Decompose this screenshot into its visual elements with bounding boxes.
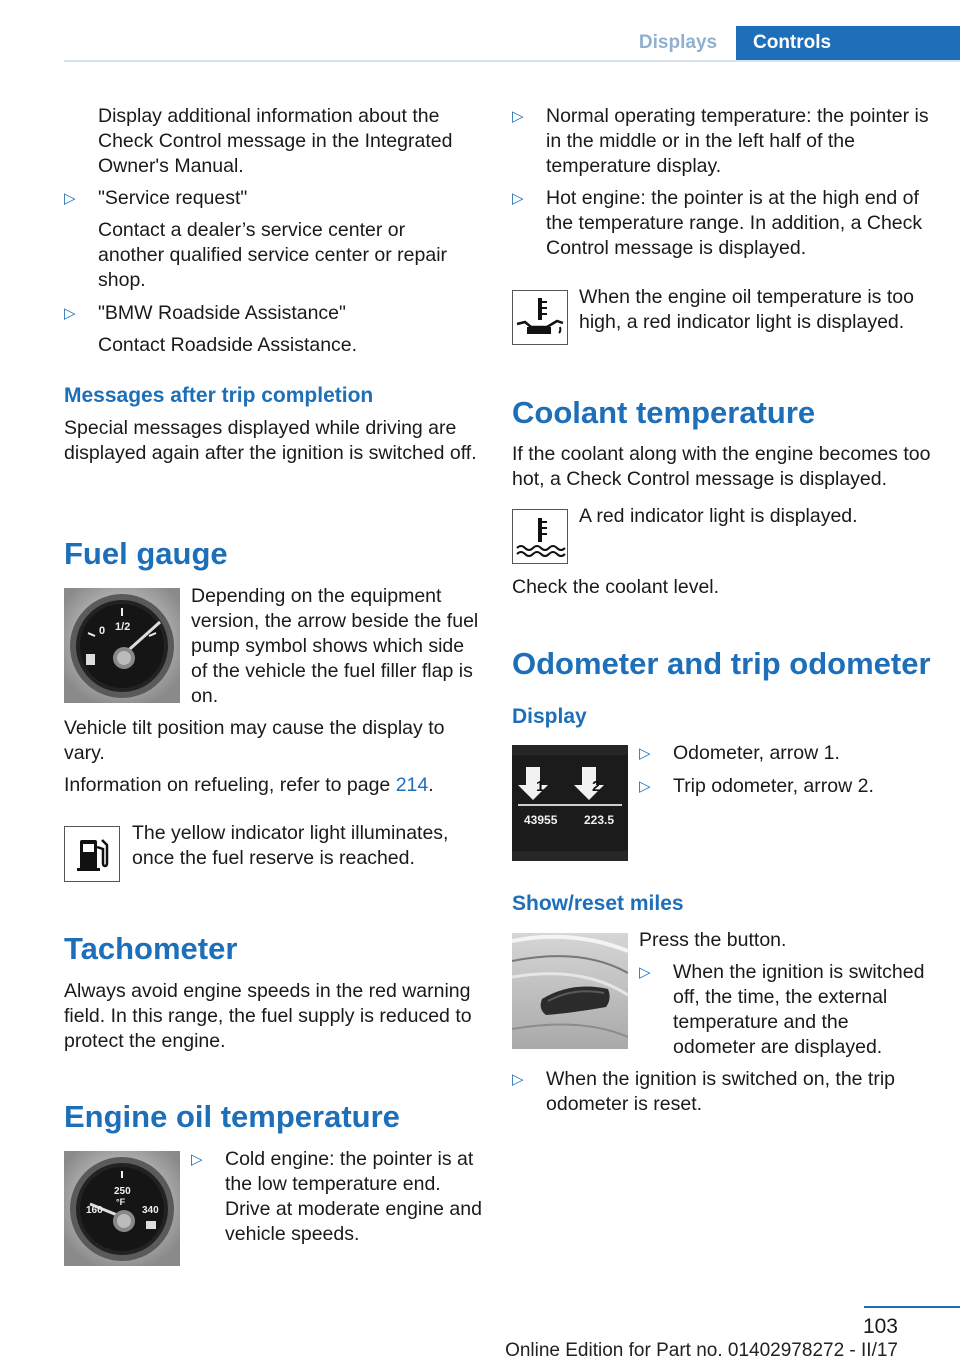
odo-arrow-1-label: 1 xyxy=(536,778,545,795)
page-number: 103 xyxy=(862,1315,898,1338)
ignition-on-bullet: When the ignition is switched on, the trip odometer is reset. xyxy=(546,1068,896,1115)
oil-gauge-label-low: 160 xyxy=(86,1205,103,1216)
reset-button-image xyxy=(512,933,628,1049)
coolant-heading: Coolant temperature xyxy=(512,395,816,430)
fuel-heading: Fuel gauge xyxy=(64,536,228,571)
odometer-display-image xyxy=(512,745,628,861)
tilt-text: Vehicle tilt position may cause the display to vary. xyxy=(64,717,445,764)
refuel-text xyxy=(64,773,478,798)
odo-arrow-2-label: 2 xyxy=(592,778,601,795)
tab-controls[interactable]: Controls xyxy=(736,26,960,62)
oil-bullet: Cold engine: the pointer is at the low temperature end. Drive at moderate engine and vehicle speeds. xyxy=(225,1148,482,1245)
oil-gauge-label-high: 340 xyxy=(142,1205,159,1216)
ignition-off-bullet: When the ignition is switched off, the time, the external temperature and the odometer are displayed. xyxy=(673,961,925,1058)
refuel-suffix: . xyxy=(428,774,434,796)
coolant-text: If the coolant along with the engine becomes too hot, a Check Control message is displayed. xyxy=(512,443,931,490)
footer-rule xyxy=(864,1306,960,1308)
bullet-marker: ▷ xyxy=(512,190,524,207)
refuel-prefix: Information on refueling, refer to page xyxy=(64,774,396,796)
trip-value: 223.5 xyxy=(584,813,615,827)
fuel-indicator-text: The yellow indicator light illuminates, once the fuel reserve is reached. xyxy=(132,822,449,869)
bullet-body: Contact Roadside Assistance. xyxy=(98,334,358,356)
coolant-temperature-icon xyxy=(512,509,568,564)
tach-heading: Tachometer xyxy=(64,931,238,966)
reset-heading: Show/reset miles xyxy=(512,892,684,915)
oil-gauge-label-mid: 250 xyxy=(114,1186,131,1197)
bullet-marker: ▷ xyxy=(512,108,524,125)
fuel-gauge-label-half: 1/2 xyxy=(115,621,131,633)
bullet-title: "Service request" xyxy=(98,187,248,209)
coolant-indicator-text: A red indicator light is displayed. xyxy=(579,505,858,527)
bullet-marker: ▷ xyxy=(512,1071,524,1088)
edition-text: Online Edition for Part no. 01402978272 - II/17 xyxy=(505,1340,898,1361)
oil-gauge-label-unit: °F xyxy=(116,1197,126,1207)
odometer-bullet: Odometer, arrow 1. xyxy=(673,742,840,764)
oil-temp-gauge-image xyxy=(64,1151,180,1266)
normal-temp-bullet: Normal operating temperature: the pointer is in the middle or in the left half of the temperature display. xyxy=(546,105,929,177)
tach-text: Always avoid engine speeds in the red warning field. In this range, the fuel supply is reduced to protect the engine. xyxy=(64,980,472,1052)
bullet-marker: ▷ xyxy=(64,305,76,322)
coolant-check-text: Check the coolant level. xyxy=(512,576,720,598)
fuel-text: Depending on the equipment version, the arrow beside the fuel pump symbol shows which side of the vehicle the fuel filler flap is on. xyxy=(191,585,479,707)
bullet-marker: ▷ xyxy=(639,778,651,795)
reset-text: Press the button. xyxy=(639,929,787,951)
header-rule xyxy=(64,60,960,62)
display-heading: Display xyxy=(512,705,587,728)
fuel-gauge-label-zero: 0 xyxy=(99,625,106,637)
messages-text: Special messages displayed while driving are displayed again after the ignition is switched off. xyxy=(64,417,477,464)
fuel-gauge-image xyxy=(64,588,180,703)
bullet-marker: ▷ xyxy=(639,964,651,981)
oil-indicator-text: When the engine oil temperature is too high, a red indicator light is displayed. xyxy=(579,286,914,333)
odometer-value: 43955 xyxy=(524,813,558,827)
bullet-title: "BMW Roadside Assistance" xyxy=(98,302,346,324)
intro-text: Display additional information about the Check Control message in the Integrated Owner's Manual. xyxy=(98,105,453,177)
bullet-body: Contact a dealer’s service center or another qualified service center or repair shop. xyxy=(98,219,448,291)
trip-odometer-bullet: Trip odometer, arrow 2. xyxy=(673,775,874,797)
messages-heading: Messages after trip completion xyxy=(64,384,374,407)
bullet-marker: ▷ xyxy=(191,1151,203,1168)
refuel-page-link[interactable]: 214 xyxy=(395,774,429,796)
odometer-heading: Odometer and trip odometer xyxy=(512,646,931,681)
oil-heading: Engine oil temperature xyxy=(64,1099,400,1134)
fuel-pump-icon xyxy=(64,826,120,882)
bullet-marker: ▷ xyxy=(64,190,76,207)
bullet-marker: ▷ xyxy=(639,745,651,762)
oil-temperature-icon xyxy=(512,290,568,345)
tab-displays[interactable]: Displays xyxy=(638,32,718,53)
hot-engine-bullet: Hot engine: the pointer is at the high end of the temperature range. In addition, a Check Control message is displayed. xyxy=(546,187,923,259)
